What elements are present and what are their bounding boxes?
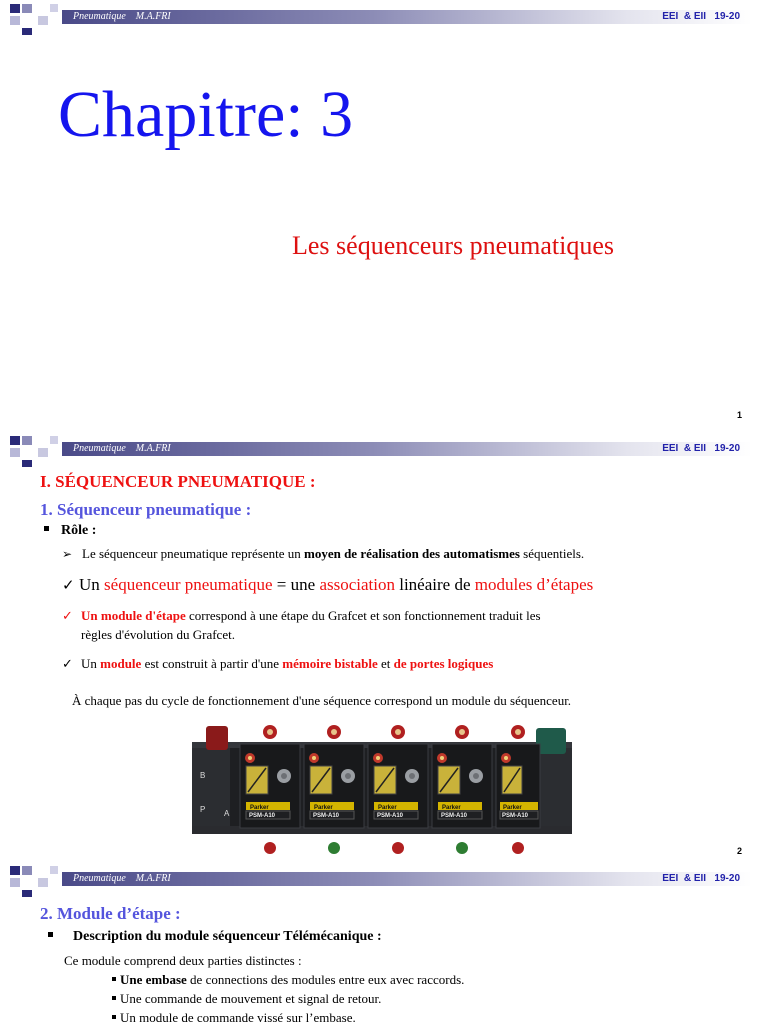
slide-number: 1 [736, 410, 742, 420]
text-segment: Un [79, 575, 105, 594]
header-square [10, 878, 20, 887]
section-title: 2. Module d’étape : [40, 904, 181, 923]
square-bullet-icon [44, 526, 49, 531]
module-step-line-continued: règles d'évolution du Grafcet. [81, 627, 235, 642]
header-square [22, 436, 32, 445]
check-icon: ✓ [62, 609, 73, 624]
text-segment: séquentiels. [519, 546, 585, 561]
slide-header [0, 0, 768, 38]
text-segment: une [290, 575, 320, 594]
square-bullet-icon [112, 977, 116, 981]
text-segment: Le séquenceur pneumatique représente un [82, 546, 304, 561]
chapter-title: Chapitre: 3 [58, 78, 354, 151]
list-item-bold: Une embase [120, 972, 187, 987]
text-segment: est construit à partir d'une [141, 656, 283, 671]
square-bullet-icon [112, 996, 116, 1000]
role-label: Rôle : [61, 523, 97, 538]
text-segment-red-bold: de portes logiques [393, 656, 494, 671]
text-segment: Un [81, 656, 101, 671]
header-class-label: EEI & EII 19-20 [662, 873, 740, 884]
header-square [38, 878, 48, 887]
role-bullet [44, 523, 96, 540]
list-item [112, 1010, 356, 1024]
square-bullet-icon [48, 932, 53, 937]
arrow-bullet-icon: ➢ [62, 547, 73, 561]
text-segment-bold: moyen de réalisation des automatismes [303, 546, 520, 561]
header-square [10, 866, 20, 875]
header-square [22, 890, 32, 897]
module-model: PSM-A10 [249, 813, 276, 819]
text-segment-red-bold: module [100, 656, 142, 671]
header-class-label: EEI & EII 19-20 [662, 443, 740, 454]
slide-2 [0, 432, 768, 862]
text-segment-red: association [319, 575, 395, 594]
section-title: I. SÉQUENCEUR PNEUMATIQUE : [40, 472, 316, 491]
header-square [10, 4, 20, 13]
list-item-text: Une commande de mouvement et signal de retour. [120, 991, 382, 1006]
text-segment-red: modules d’étapes [474, 575, 594, 594]
port-label: P [200, 805, 206, 814]
module-step-line [62, 608, 541, 625]
header-course-label: Pneumatique M.A.FRI [73, 11, 171, 22]
header-square [38, 16, 48, 25]
module-model: PSM-A10 [441, 813, 468, 819]
slide-number: 2 [736, 846, 742, 856]
check-icon: ✓ [62, 576, 75, 594]
association-line [62, 575, 593, 595]
header-square [50, 436, 58, 444]
module-brand: Parker [250, 805, 269, 811]
module-brand: Parker [442, 805, 461, 811]
module-model: PSM-A10 [502, 813, 529, 819]
text-segment: et [377, 656, 394, 671]
header-square [50, 866, 58, 874]
slide-1 [0, 0, 768, 432]
list-item [112, 972, 464, 988]
header-course-label: Pneumatique M.A.FRI [73, 443, 171, 454]
module-brand: Parker [314, 805, 333, 811]
text-segment-red-bold: Un module d'étape [81, 608, 186, 623]
module-brand: Parker [378, 805, 397, 811]
subsection-title: 1. Séquenceur pneumatique : [40, 500, 252, 519]
text-segment-red-bold: mémoire bistable [282, 656, 378, 671]
header-square [22, 866, 32, 875]
list-item [112, 991, 381, 1007]
text-segment: linéaire de [394, 575, 475, 594]
port-label: A [224, 809, 230, 818]
list-item-text: de connections des modules entre eux avec raccords. [186, 972, 465, 987]
description-label: Description du module séquenceur Télémécanique : [73, 929, 382, 944]
slide-header [0, 432, 768, 470]
check-icon: ✓ [62, 657, 73, 672]
definition-line [62, 546, 584, 562]
header-class-label: EEI & EII 19-20 [662, 11, 740, 22]
list-item-text: Un module de commande vissé sur l’embase. [120, 1010, 356, 1024]
sequencer-photo [186, 720, 576, 862]
header-course-label: Pneumatique M.A.FRI [73, 873, 171, 884]
description-bullet [48, 929, 382, 946]
module-model: PSM-A10 [313, 813, 340, 819]
header-square [10, 436, 20, 445]
header-square [10, 448, 20, 457]
text-segment: = [272, 575, 291, 594]
module-model: PSM-A10 [377, 813, 404, 819]
header-square [22, 4, 32, 13]
header-square [38, 448, 48, 457]
module-build-line [62, 656, 493, 673]
square-bullet-icon [112, 1015, 116, 1019]
intro-line: Ce module comprend deux parties distinctes : [64, 953, 302, 968]
module-brand: Parker [503, 805, 522, 811]
text-segment-red: séquenceur pneumatique [104, 575, 273, 594]
header-square [22, 460, 32, 467]
slide-3 [0, 862, 768, 1024]
chapter-subtitle: Les séquenceurs pneumatiques [292, 231, 615, 260]
header-square [22, 28, 32, 35]
slide-header [0, 862, 768, 900]
cycle-step-line: À chaque pas du cycle de fonctionnement d'une séquence correspond un module du séquenceur. [72, 693, 572, 708]
text-segment: correspond à une étape du Grafcet et son fonctionnement traduit les [185, 608, 541, 623]
header-square [50, 4, 58, 12]
header-square [10, 16, 20, 25]
port-label: B [200, 771, 206, 780]
